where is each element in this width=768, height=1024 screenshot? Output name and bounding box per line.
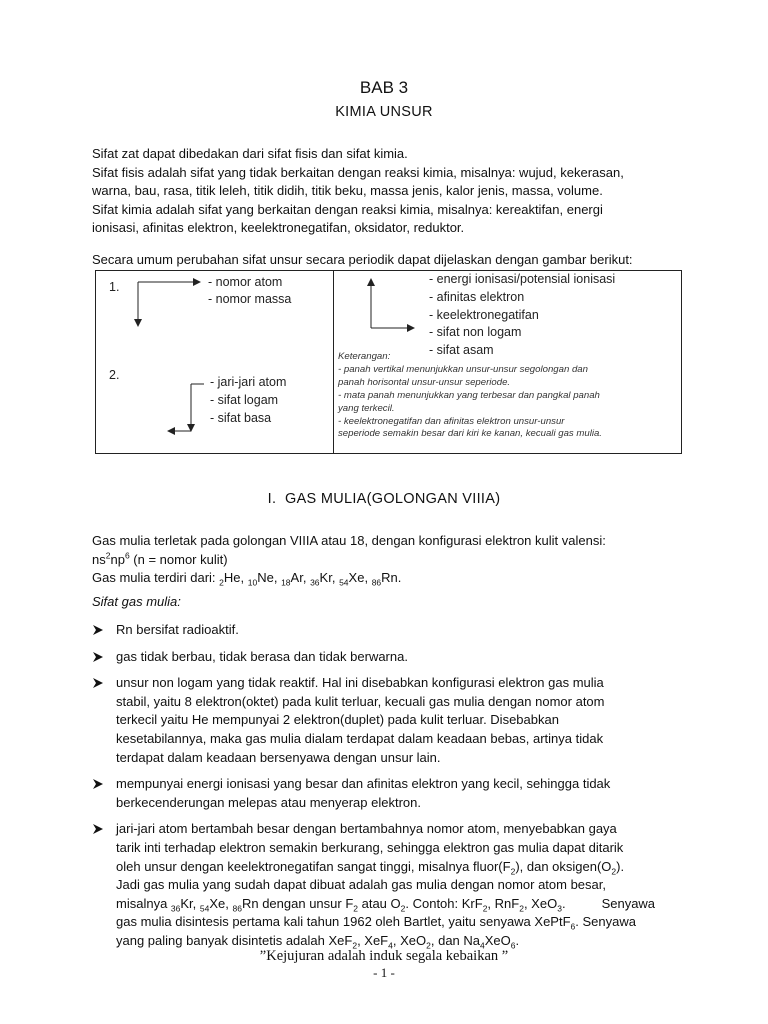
intro-line: Sifat fisis adalah sifat yang tidak berkaitan dengan reaksi kimia, misalnya: wujud, kekerasan, [92, 164, 624, 180]
diagram-label-jari-jari: - jari-jari atom [210, 375, 287, 389]
intro-line: warna, bau, rasa, titik leleh, titik didih, titik beku, massa jenis, kalor jenis, massa, volume. [92, 183, 603, 199]
periodic-intro: Secara umum perubahan sifat unsur secara periodik dapat dijelaskan dengan gambar berikut: [92, 251, 633, 267]
arrow-bullet-icon [92, 624, 104, 636]
diagram-label-keelektronegatifan: - keelektronegatifan [429, 308, 539, 322]
diagram-number-2: 2. [109, 368, 120, 382]
diagram-note [338, 351, 678, 441]
diagram-label-sifat-logam: - sifat logam [210, 393, 279, 407]
note-line: - mata panah menunjukkan yang terbesar dan pangkal panah [338, 389, 600, 401]
gas-intro [92, 532, 692, 588]
arrow-bullet-icon [92, 651, 104, 663]
gas-members: Gas mulia terdiri dari: $_2$He, $_{10}$Ne, $_{18}$Ar, $_{36}$Kr, $_{54}$Xe, $_{86}$Rn. [92, 570, 402, 588]
diagram-label-afinitas: - afinitas elektron [429, 290, 525, 304]
intro-line: Sifat kimia adalah sifat yang berkaitan dengan reaksi kimia, misalnya: kereaktifan, energi [92, 201, 603, 217]
arrow-bullet-icon [92, 823, 104, 835]
diagram-label-non-logam: - sifat non logam [429, 325, 522, 339]
arrow-bullet-icon [92, 677, 104, 689]
gas-intro-line: Gas mulia terletak pada golongan VIIIA atau 18, dengan konfigurasi elektron kulit valensi: [92, 533, 606, 548]
bullet-list [92, 621, 692, 959]
bullet-item: gas tidak berbau, tidak berasa dan tidak berwarna. [92, 648, 692, 667]
diagram-label-sifat-asam: - sifat asam [429, 343, 494, 357]
bullet-item: mempunyai energi ionisasi yang besar dan afinitas elektron yang kecil, sehingga tidak berkecenderungan melepas atau menyerap elektron. [92, 775, 692, 812]
section-heading [0, 491, 768, 507]
page-number: - 1 - [373, 965, 395, 980]
bullet-item: jari-jari atom bertambah besar dengan bertambahnya nomor atom, menyebabkan gaya tarik inti terhadap elektron semakin berkurang, sehingga elektron gas mulia dapat ditarik oleh unsur dengan keelektronegatifan sangat tinggi, misalnya $fluor(F_2)$, dan $oksigen(O_2)$. Jadi gas mulia yang sudah dapat dibuat adalah gas mulia dengan nomor atom besar, misalnya $_{36}$Kr, $_{54}$Xe, $_{86}$Rn dengan unsur $F_2$ atau $O_2$. Contoh: KrF$_2$, RnF$_2$, XeO$_3$. Senyawa gas mulia disintesis pertama kali tahun 1962 oleh Bartlet, yaitu senyawa XePtF$_6$. Senyawa yang paling banyak disintetis adalah XeF$_2$, XeF$_4$, XeO$_2$, dan $Na_4XeO_6$. [92, 820, 692, 950]
electron-config: $ns^2np^6$ (n = nomor kulit) [92, 550, 228, 567]
note-line: - panah vertikal menunjukkan unsur-unsur segolongan dan [338, 363, 588, 375]
footer-quote: ”Kejujuran adalah induk segala kebaikan ” [259, 948, 509, 964]
diagram-label-nomor-atom: - nomor atom [208, 275, 283, 289]
note-title: Keterangan: [338, 351, 391, 362]
section-title: GAS MULIA(GOLONGAN VIIIA) [284, 491, 501, 507]
note-line: yang terkecil. [338, 402, 395, 414]
note-line: - keelektronegatifan dan afinitas elektron unsur-unsur [338, 415, 565, 427]
note-line: panah horisontal unsur-unsur seperiode. [338, 376, 511, 388]
note-line: seperiode semakin besar dari kiri ke kanan, kecuali gas mulia. [338, 428, 602, 440]
chapter-subtitle: KIMIA UNSUR [335, 104, 433, 120]
section-number: I. [267, 491, 277, 507]
bullet-item: unsur non logam yang tidak reaktif. Hal ini disebabkan konfigurasi elektron gas mulia stabil, yaitu 8 elektron(oktet) pada kulit terluar, kecuali gas mulia dengan nomor atom terkecil yaitu He mempunyai 2 elektron(duplet) pada kulit terluar. Disebabkan kesetabilannya, maka gas mulia dialam terdapat dalam keadaan bebas, artinya tidak terdapat dalam keadaan bersenyawa dengan unsur lain. [92, 674, 692, 767]
diagram-label-energi-ionisasi: - energi ionisasi/potensial ionisasi [429, 272, 616, 286]
intro-paragraph [92, 145, 692, 270]
intro-line: Sifat zat dapat dibedakan dari sifat fisis dan sifat kimia. [92, 146, 408, 161]
intro-line: ionisasi, afinitas elektron, keelektronegatifan, oksidator, reduktor. [92, 220, 465, 236]
sifat-heading: Sifat gas mulia: [92, 594, 181, 609]
bullet-item: Rn bersifat radioaktif. [92, 621, 692, 640]
chapter-title: BAB 3 [359, 78, 409, 97]
periodic-trend-diagram [95, 270, 682, 454]
diagram-label-nomor-massa: - nomor massa [208, 292, 292, 306]
diagram-number-1: 1. [109, 280, 120, 294]
diagram-label-sifat-basa: - sifat basa [210, 411, 272, 425]
arrow-bullet-icon [92, 778, 104, 790]
